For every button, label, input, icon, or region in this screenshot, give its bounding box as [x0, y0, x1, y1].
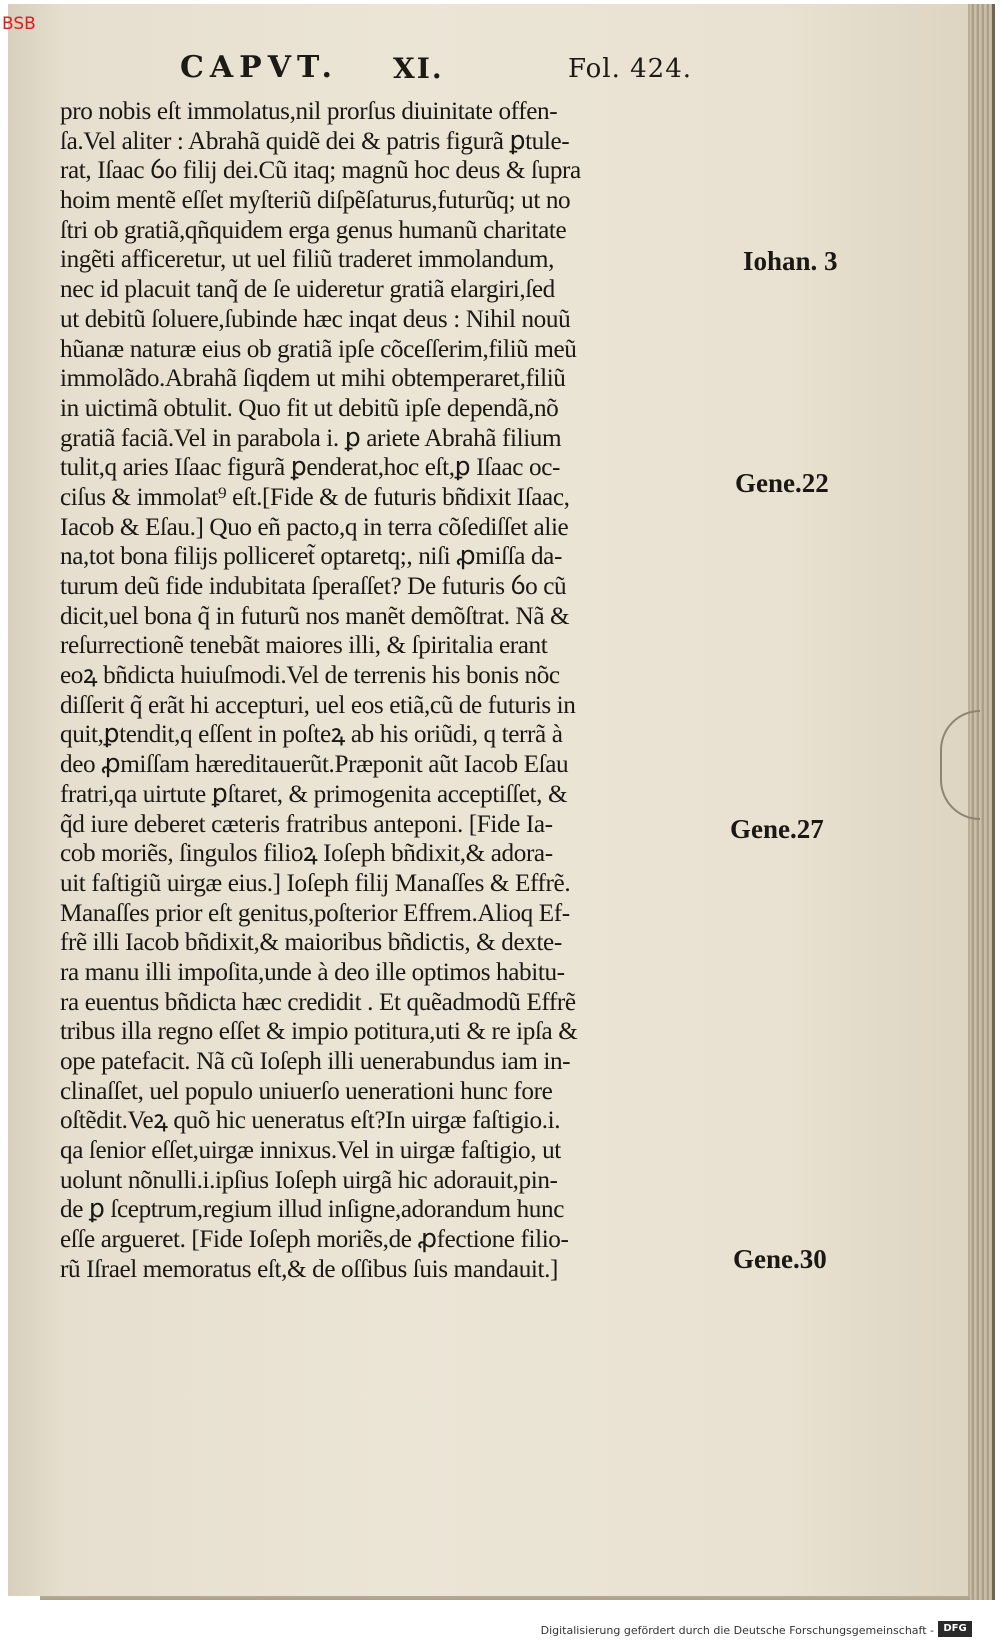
text-line: Iacob & Eſau.] Quo eñ pacto,q in terra cõſediſſet alie	[60, 511, 569, 541]
text-line: ſtri ob gratiã,qñquidem erga genus humanũ charitate	[60, 214, 567, 244]
text-line: rũ Iſrael memoratus eſt,& de oſſibus ſuis mandauit.]	[60, 1253, 559, 1283]
text-line: rat, Iſaac ỽo filij dei.Cũ itaq; magnũ hoc deus & ſupra	[60, 155, 581, 185]
scan-footer	[0, 1600, 1000, 1645]
text-line: hũanæ naturæ eius ob gratiã ipſe cõceſſerim,filiũ meũ	[60, 333, 577, 363]
text-line: Manaſſes prior eſt genitus,poſterior Effrem.Alioq Ef-	[60, 897, 570, 927]
text-line: cob moriẽs, ſingulos filioꝝ Ioſeph bñdixit,& adora-	[60, 838, 553, 868]
text-line: ut debitũ ſoluere,ſubinde hæc inqat deus : Nihil nouũ	[60, 303, 571, 333]
text-line: uolunt nõnulli.i.ipſius Ioſeph uirgã hic adorauit,pin-	[60, 1164, 558, 1194]
text-line: pro nobis eſt immolatus,nil prorſus diuinitate offen-	[60, 96, 558, 125]
text-line: na,tot bona filijs polliceret̃ optaretq;, niſi ꝓmiſſa da-	[60, 541, 562, 571]
text-line: ſa.Vel aliter : Abrahã quidẽ dei & patris figurã ꝑtule-	[60, 125, 570, 155]
text-line: ope patefacit. Nã cũ Ioſeph illi uenerabundus iam in-	[60, 1046, 571, 1075]
text-line: uit faſtigiũ uirgæ eius.] Ioſeph filij Manaſſes & Effrẽ.	[60, 867, 571, 897]
margin-note-iohan: Iohan. 3	[743, 246, 838, 276]
text-line: clinaſſet, uel populo uniuerſo uenerationi hunc fore	[60, 1075, 553, 1105]
chapter-number: XI.	[393, 52, 444, 85]
text-line: ra manu illi impoſita,unde à deo ille optimos habitu-	[60, 956, 565, 986]
margin-note-gene-27: Gene.27	[730, 814, 824, 844]
text-line: ra euentus bñdicta hæc credidit . Et quẽadmodũ Effrẽ	[60, 986, 576, 1016]
running-header	[8, 50, 970, 90]
margin-note-gene-30: Gene.30	[733, 1244, 827, 1274]
body-text	[60, 96, 740, 1284]
text-line: dicit,uel bona q̃ in futurũ nos manẽt demõſtrat. Nã &	[60, 600, 570, 630]
text-line: oſtẽdit.Veꝝ quõ hic ueneratus eſt?In uirgæ faſtigio.i.	[60, 1105, 561, 1135]
text-line: eoꝝ bñdicta huiuſmodi.Vel de terrenis his bonis nõc	[60, 660, 560, 690]
text-line: turum deũ fide indubitata ſperaſſet? De futuris ỽo cũ	[60, 571, 567, 600]
text-line: quit,ꝑtendit,q eſſent in poſteꝝ ab his oriũdi, q terrã à	[60, 719, 563, 749]
text-line: tribus illa regno eſſet & impio potitura,uti & re ipſa &	[60, 1016, 578, 1046]
text-line: nec id placuit tanq̃ de ſe uideretur gratiã elargiri,ſed	[60, 274, 555, 304]
text-line: tulit,q aries Iſaac figurã ꝑenderat,hoc eſt,ꝑ Iſaac oc-	[60, 452, 561, 482]
margin-note-gene-22: Gene.22	[735, 468, 829, 498]
text-line: gratiã faciã.Vel in parabola i. ꝑ ariete Abrahã filium	[60, 422, 562, 452]
bookmark-tab	[940, 710, 980, 820]
text-line: ciſus & immolat⁹ eſt.[Fide & de futuris bñdixit Iſaac,	[60, 481, 570, 511]
text-line: reſurrectionẽ tenebãt maiores illi, & ſpiritalia erant	[60, 630, 548, 660]
folio-number: Fol. 424.	[568, 54, 693, 84]
text-line: fratri,qa uirtute ꝑſtaret, & primogenita acceptiſſet, &	[60, 778, 568, 808]
text-line: eſſe argueret. [Fide Ioſeph moriẽs,de ꝓfectione filio-	[60, 1224, 569, 1254]
dfg-logo: DFG	[938, 1621, 972, 1637]
library-mark: BSB	[2, 14, 36, 34]
text-line: diſſerit q̃ erãt hi accepturi, uel eos etiã,cũ de futuris in	[60, 689, 576, 719]
book-page	[8, 4, 970, 1596]
text-line: in uictimã obtulit. Quo fit ut debitũ ipſe dependã,nõ	[60, 392, 559, 422]
footer-credit: Digitalisierung gefördert durch die Deutsche Forschungsgemeinschaft -	[540, 1624, 934, 1637]
text-line: qa ſenior eſſet,uirgæ innixus.Vel in uirgæ faſtigio, ut	[60, 1135, 561, 1165]
text-line: hoim mentẽ eſſet myſteriũ diſpẽſaturus,futurũq; ut no	[60, 185, 571, 215]
text-line: immolãdo.Abrahã ſiqdem ut mihi obtemperaret,filiũ	[60, 363, 566, 393]
text-line: frẽ illi Iacob bñdixit,& maioribus bñdictis, & dexte-	[60, 927, 562, 957]
text-line: q̃d iure deberet cæteris fratribus anteponi. [Fide Ia-	[60, 808, 553, 838]
text-line: de ꝑ ſceptrum,regium illud inſigne,adorandum hunc	[60, 1194, 564, 1224]
text-line: deo ꝓmiſſam hæreditauerũt.Præponit aũt Iacob Eſau	[60, 749, 569, 779]
text-line: ingẽti afficeretur, ut uel filiũ traderet immolandum,	[60, 244, 555, 274]
running-title: CAPVT.	[180, 50, 338, 85]
